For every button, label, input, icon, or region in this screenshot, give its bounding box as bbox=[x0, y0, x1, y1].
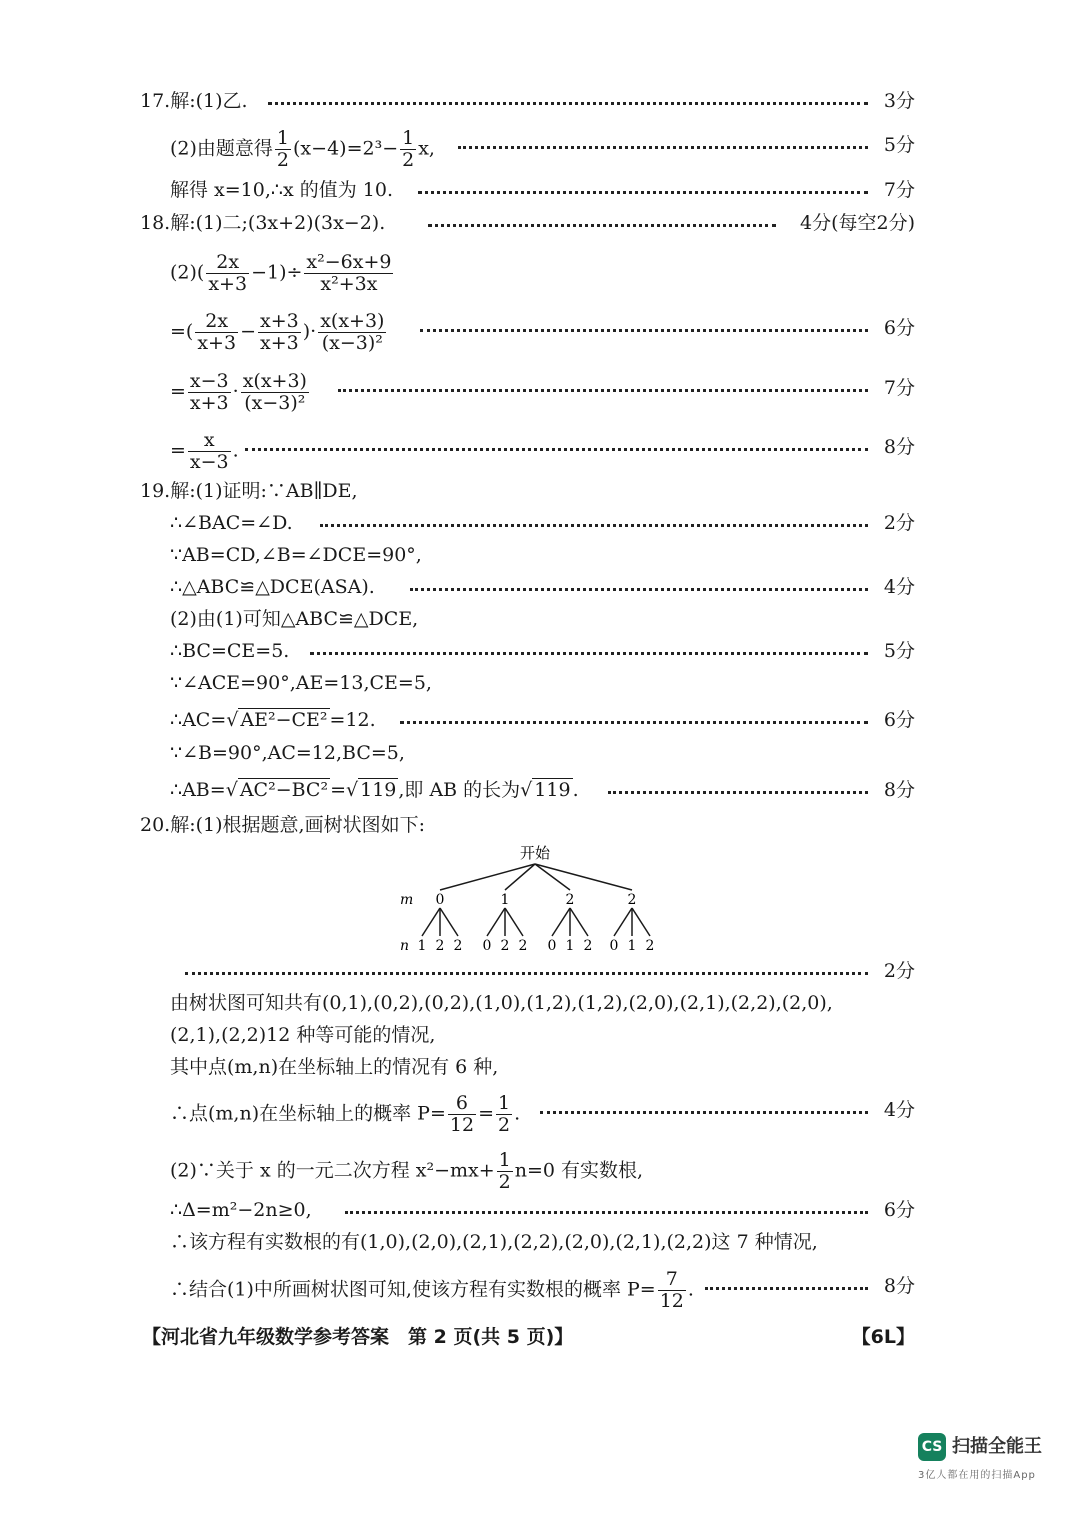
tree-n-value: 2 bbox=[583, 938, 593, 954]
tree-n-value: 2 bbox=[645, 938, 655, 954]
tree-n-label: n bbox=[400, 938, 410, 954]
q20-line-7: (2)∵关于 x 的一元二次方程 x²−mx+ $\frac{1}{2}$ n=0 有实数根, bbox=[170, 1149, 644, 1193]
tree-branch bbox=[440, 908, 458, 936]
tree-n-value: 1 bbox=[417, 938, 427, 954]
score: 7分 bbox=[883, 377, 915, 399]
q17-line-3: 解得 x=10,∴x 的值为 10. 7分 bbox=[0, 173, 1080, 207]
score: 6分 bbox=[883, 317, 915, 339]
q17-line-2: (2)由题意得 $\frac{1}{2}$ (x−4)=2³− $\frac{1}{2}$ x, 5分 bbox=[170, 127, 915, 171]
q18-line-5: = $\frac{x}{x-3}$ . 8分 bbox=[170, 429, 915, 473]
tree-n-value: 2 bbox=[518, 938, 528, 954]
q20-line-4: (2,1),(2,2)12 种等可能的情况, bbox=[170, 1024, 436, 1046]
q18-line-2: (2)( $\frac{2x}{x+3}$ −1)÷ $\frac{\text{x²−6x+9}}{\text{x²+3x}}$ bbox=[170, 251, 392, 295]
q19-line-3: ∵AB=CD,∠B=∠DCE=90°, bbox=[170, 544, 422, 566]
score: 6分 bbox=[883, 709, 915, 731]
q20-line-1: 20.解:(1)根据题意,画树状图如下: bbox=[140, 814, 425, 836]
score: 7分 bbox=[883, 179, 915, 201]
tree-branch bbox=[505, 908, 523, 936]
tree-branch bbox=[535, 864, 570, 890]
tree-n-value: 2 bbox=[500, 938, 510, 954]
tree-n-value: 2 bbox=[453, 938, 463, 954]
tree-m-label: m bbox=[400, 892, 414, 908]
tree-branch bbox=[535, 864, 632, 890]
score: 8分 bbox=[883, 779, 915, 801]
q19-line-2: ∴∠BAC=∠D. 2分 bbox=[0, 506, 1080, 540]
tree-branch bbox=[632, 908, 650, 936]
tree-branch bbox=[487, 908, 505, 936]
score: 8分 bbox=[883, 1275, 915, 1297]
q20-line-10: ∴结合(1)中所画树状图可知,使该方程有实数根的概率 P= $\frac{7}{12}$ . 8分 bbox=[170, 1268, 915, 1312]
q20-line-3: 由树状图可知共有(0,1),(0,2),(0,2),(1,0),(1,2),(1,2),(2,0),(2,1),(2,2),(2,0), bbox=[170, 992, 833, 1014]
tree-branch bbox=[570, 908, 588, 936]
tree-n-value: 1 bbox=[565, 938, 575, 954]
score: 3分 bbox=[883, 90, 915, 112]
q18-line-1: 18.解:(1)二;(3x+2)(3x−2). 4分(每空2分) bbox=[0, 206, 1080, 240]
q19-line-1: 19.解:(1)证明:∵AB∥DE, bbox=[140, 480, 358, 502]
q19-line-5: (2)由(1)可知△ABC≌△DCE, bbox=[170, 608, 419, 630]
q20-line-8: ∴Δ=m²−2n≥0, 6分 bbox=[0, 1193, 1080, 1227]
tree-branch bbox=[614, 908, 632, 936]
footer-left: 【河北省九年级数学参考答案 第 2 页(共 5 页)】 bbox=[142, 1326, 574, 1348]
camscanner-tagline: 3亿人都在用的扫描App bbox=[918, 1470, 1036, 1481]
tree-m-value: 1 bbox=[500, 892, 510, 908]
q20-line-6: ∴点(m,n)在坐标轴上的概率 P= $\frac{6}{12}$ = $\frac{1}{2}$ . 4分 bbox=[170, 1092, 915, 1136]
q20-line-5: 其中点(m,n)在坐标轴上的情况有 6 种, bbox=[170, 1056, 499, 1078]
score: 2分 bbox=[883, 960, 915, 982]
q19-line-8: ∴AC=√ AE²−CE² =12. 6分 bbox=[0, 703, 1080, 737]
tree-branch bbox=[422, 908, 440, 936]
score: 4分 bbox=[883, 1099, 915, 1121]
tree-n-value: 0 bbox=[482, 938, 492, 954]
score: 8分 bbox=[883, 436, 915, 458]
q19-line-6: ∴BC=CE=5. 5分 bbox=[0, 634, 1080, 668]
tree-m-value: 0 bbox=[435, 892, 445, 908]
camscanner-logo-icon: CS bbox=[918, 1433, 946, 1461]
tree-diagram bbox=[380, 838, 680, 958]
score: 4分 bbox=[883, 576, 915, 598]
q18-line-4: = $\frac{x-3}{x+3}$ · $\frac{x(x+3)}{\text{(x−3)²}}$ 7分 bbox=[170, 370, 915, 414]
score: 2分 bbox=[883, 512, 915, 534]
camscanner-name: 扫描全能王 bbox=[952, 1436, 1042, 1457]
score: 4分(每空2分) bbox=[799, 212, 915, 234]
q19-line-7: ∵∠ACE=90°,AE=13,CE=5, bbox=[170, 672, 432, 694]
footer-right: 【6L】 bbox=[851, 1326, 915, 1348]
q18-line-3: =( $\frac{2x}{x+3}$ − $\frac{x+3}{x+3}$ )· $\frac{x(x+3)}{\text{(x−3)²}}$ 6分 bbox=[170, 310, 915, 354]
q19-line-4: ∴△ABC≌△DCE(ASA). 4分 bbox=[0, 570, 1080, 604]
q20-line-2 bbox=[0, 954, 1080, 988]
tree-branch bbox=[552, 908, 570, 936]
score: 5分 bbox=[883, 134, 915, 156]
tree-n-value: 1 bbox=[627, 938, 637, 954]
q19-line-9: ∵∠B=90°,AC=12,BC=5, bbox=[170, 742, 405, 764]
tree-n-value: 0 bbox=[609, 938, 619, 954]
tree-root: 开始 bbox=[519, 844, 551, 862]
tree-m-value: 2 bbox=[565, 892, 575, 908]
tree-n-value: 0 bbox=[547, 938, 557, 954]
score: 5分 bbox=[883, 640, 915, 662]
q20-line-9: ∴该方程有实数根的有(1,0),(2,0),(2,1),(2,2),(2,0),(2,1),(2,2)这 7 种情况, bbox=[170, 1231, 818, 1253]
score: 6分 bbox=[883, 1199, 915, 1221]
tree-n-value: 2 bbox=[435, 938, 445, 954]
q19-line-10: ∴AB=√ AC²−BC² =√ 119 ,即 AB 的长为√ 119 . 8分 bbox=[0, 773, 1080, 807]
q17-line-1: 17.解:(1)乙. 3分 bbox=[0, 84, 1080, 118]
tree-m-value: 2 bbox=[627, 892, 637, 908]
